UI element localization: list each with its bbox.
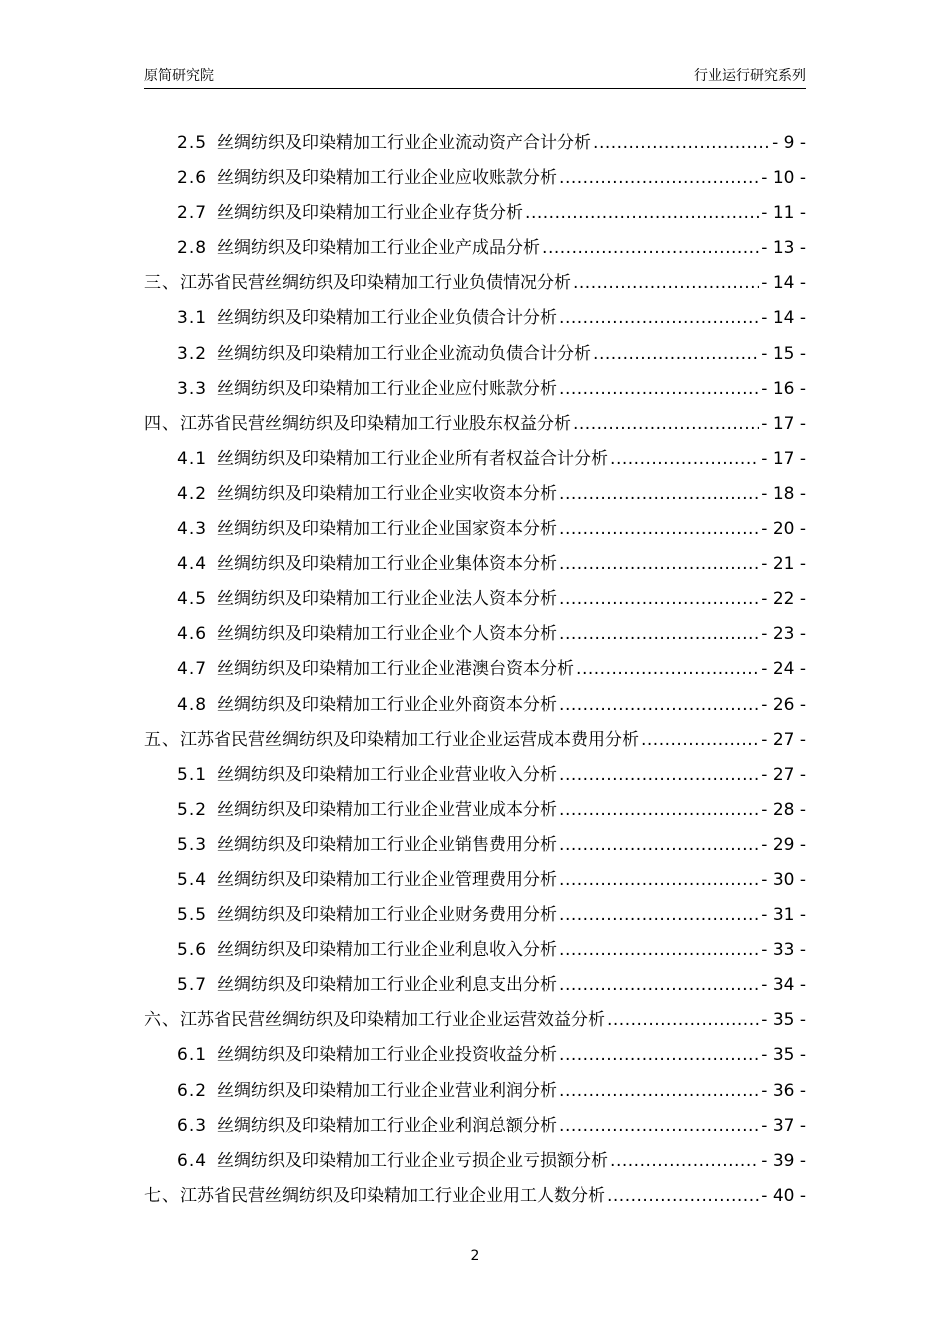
toc-entry-title: 江苏省民营丝绸纺织及印染精加工行业企业用工人数分析 [180, 1185, 605, 1206]
toc-entry-number: 2.8 [177, 238, 208, 259]
toc-entry-page: - 27 - [761, 764, 806, 785]
toc-entry-page: - 34 - [761, 975, 806, 996]
toc-entry-number: 5.5 [177, 905, 208, 926]
toc-entry-number: 四、 [144, 413, 180, 434]
toc-entry-title: 丝绸纺织及印染精加工行业企业利息支出分析 [217, 975, 558, 996]
toc-entry-page: - 33 - [761, 940, 806, 961]
toc-entry-number: 2.7 [177, 203, 208, 224]
toc-entry-title: 江苏省民营丝绸纺织及印染精加工行业负债情况分析 [180, 273, 571, 294]
toc-entry[interactable] [144, 303, 806, 338]
toc-entry-title: 丝绸纺织及印染精加工行业企业财务费用分析 [217, 905, 558, 926]
toc-dot-leader [641, 730, 759, 750]
toc-entry[interactable] [144, 374, 806, 409]
toc-entry-number: 5.7 [177, 975, 208, 996]
toc-entry[interactable] [144, 690, 806, 725]
toc-entry[interactable] [144, 935, 806, 970]
toc-entry-number: 4.4 [177, 554, 208, 575]
toc-dot-leader [559, 835, 759, 855]
toc-entry-number: 4.6 [177, 624, 208, 645]
toc-dot-leader [559, 1045, 759, 1065]
toc-dot-leader [610, 449, 759, 469]
header-series: 行业运行研究系列 [694, 68, 806, 84]
toc-entry-title: 丝绸纺织及印染精加工行业企业流动负债合计分析 [217, 343, 592, 364]
toc-entry-title: 丝绸纺织及印染精加工行业企业利息收入分析 [217, 940, 558, 961]
toc-dot-leader [525, 203, 759, 223]
toc-entry-title: 丝绸纺织及印染精加工行业企业负债合计分析 [217, 308, 558, 329]
toc-entry[interactable] [144, 584, 806, 619]
toc-entry-page: - 9 - [772, 133, 806, 153]
toc-entry-title: 丝绸纺织及印染精加工行业企业流动资产合计分析 [217, 133, 592, 153]
toc-entry-title: 丝绸纺织及印染精加工行业企业法人资本分析 [217, 589, 558, 610]
toc-dot-leader [559, 940, 759, 960]
toc-entry-title: 丝绸纺织及印染精加工行业企业利润总额分析 [217, 1115, 558, 1136]
toc-entry-page: - 20 - [761, 519, 806, 540]
toc-entry-title: 丝绸纺织及印染精加工行业企业亏损企业亏损额分析 [217, 1150, 609, 1171]
toc-entry[interactable] [144, 619, 806, 654]
toc-entry[interactable] [144, 760, 806, 795]
toc-dot-leader [559, 800, 759, 820]
toc-entry-number: 4.3 [177, 519, 208, 540]
toc-entry-page: - 14 - [761, 308, 806, 329]
toc-dot-leader [559, 519, 759, 539]
toc-entry-number: 三、 [144, 273, 180, 294]
toc-entry[interactable] [144, 198, 806, 233]
toc-entry[interactable] [144, 409, 806, 444]
toc-dot-leader [559, 695, 759, 715]
toc-dot-leader [573, 273, 759, 293]
toc-entry-number: 6.2 [177, 1080, 208, 1101]
toc-dot-leader [559, 554, 759, 574]
toc-entry-page: - 24 - [761, 659, 806, 680]
toc-entry[interactable] [144, 479, 806, 514]
toc-entry[interactable] [144, 1181, 806, 1216]
toc-entry-page: - 30 - [761, 869, 806, 890]
toc-dot-leader [559, 905, 759, 925]
toc-entry[interactable] [144, 865, 806, 900]
toc-entry[interactable] [144, 1076, 806, 1111]
toc-dot-leader [559, 379, 759, 399]
toc-entry-page: - 17 - [761, 448, 806, 469]
toc-entry-number: 4.2 [177, 483, 208, 504]
toc-entry[interactable] [144, 444, 806, 479]
toc-dot-leader [593, 133, 770, 153]
toc-entry-title: 丝绸纺织及印染精加工行业企业营业收入分析 [217, 764, 558, 785]
toc-entry-page: - 18 - [761, 483, 806, 504]
toc-entry-title: 江苏省民营丝绸纺织及印染精加工行业企业运营效益分析 [180, 1010, 605, 1031]
toc-entry-number: 4.1 [177, 448, 208, 469]
toc-entry-page: - 26 - [761, 694, 806, 715]
toc-entry[interactable] [144, 725, 806, 760]
toc-entry-number: 六、 [144, 1010, 180, 1031]
toc-entry[interactable] [144, 1111, 806, 1146]
toc-entry-page: - 15 - [761, 343, 806, 364]
toc-entry-page: - 35 - [761, 1045, 806, 1066]
toc-entry-title: 丝绸纺织及印染精加工行业企业个人资本分析 [217, 624, 558, 645]
toc-dot-leader [573, 414, 759, 434]
toc-entry-title: 丝绸纺织及印染精加工行业企业产成品分析 [217, 238, 541, 259]
toc-entry-number: 3.3 [177, 378, 208, 399]
toc-entry-number: 5.1 [177, 764, 208, 785]
toc-entry[interactable] [144, 795, 806, 830]
toc-dot-leader [607, 1186, 759, 1206]
toc-entry-page: - 23 - [761, 624, 806, 645]
toc-entry-page: - 21 - [761, 554, 806, 575]
toc-entry-number: 五、 [144, 729, 180, 750]
toc-entry-number: 5.6 [177, 940, 208, 961]
toc-entry-number: 5.2 [177, 799, 208, 820]
toc-dot-leader [593, 344, 759, 364]
toc-entry-page: - 40 - [761, 1185, 806, 1206]
toc-entry-number: 5.4 [177, 869, 208, 890]
toc-entry-page: - 27 - [761, 729, 806, 750]
toc-entry-number: 4.7 [177, 659, 208, 680]
toc-entry-title: 丝绸纺织及印染精加工行业企业应付账款分析 [217, 378, 558, 399]
toc-entry-number: 6.3 [177, 1115, 208, 1136]
toc-dot-leader [542, 238, 759, 258]
toc-entry-page: - 35 - [761, 1010, 806, 1031]
toc-entry-title: 丝绸纺织及印染精加工行业企业集体资本分析 [217, 554, 558, 575]
toc-entry-title: 丝绸纺织及印染精加工行业企业管理费用分析 [217, 869, 558, 890]
toc-entry-page: - 22 - [761, 589, 806, 610]
toc-dot-leader [559, 975, 759, 995]
toc-entry[interactable] [144, 549, 806, 584]
toc-entry[interactable] [144, 654, 806, 689]
toc-entry-page: - 36 - [761, 1080, 806, 1101]
toc-entry-page: - 11 - [761, 203, 806, 224]
toc-dot-leader [559, 870, 759, 890]
toc-entry-number: 6.4 [177, 1150, 208, 1171]
toc-entry-page: - 39 - [761, 1150, 806, 1171]
toc-entry-page: - 17 - [761, 413, 806, 434]
toc-entry-number: 6.1 [177, 1045, 208, 1066]
toc-entry[interactable] [144, 970, 806, 1005]
toc-dot-leader [610, 1151, 759, 1171]
toc-entry-number: 4.8 [177, 694, 208, 715]
toc-entry-number: 2.5 [177, 133, 208, 153]
toc-entry[interactable] [144, 514, 806, 549]
toc-entry-title: 丝绸纺织及印染精加工行业企业营业利润分析 [217, 1080, 558, 1101]
toc-entry-title: 丝绸纺织及印染精加工行业企业销售费用分析 [217, 834, 558, 855]
toc-entry-page: - 13 - [761, 238, 806, 259]
toc-entry-title: 丝绸纺织及印染精加工行业企业外商资本分析 [217, 694, 558, 715]
toc-entry-title: 丝绸纺织及印染精加工行业企业实收资本分析 [217, 483, 558, 504]
toc-entry-page: - 28 - [761, 799, 806, 820]
header-publisher: 原简研究院 [144, 68, 214, 84]
toc-entry[interactable] [144, 830, 806, 865]
toc-entry[interactable] [144, 339, 806, 374]
toc-dot-leader [559, 484, 759, 504]
toc-entry-title: 丝绸纺织及印染精加工行业企业营业成本分析 [217, 799, 558, 820]
toc-dot-leader [559, 1081, 759, 1101]
toc-entry[interactable] [144, 233, 806, 268]
page-number: 2 [470, 1248, 480, 1264]
toc-dot-leader [559, 624, 759, 644]
toc-entry-number: 5.3 [177, 834, 208, 855]
toc-entry[interactable] [144, 128, 806, 163]
toc-dot-leader [559, 589, 759, 609]
table-of-contents [144, 128, 806, 1216]
toc-entry-title: 江苏省民营丝绸纺织及印染精加工行业股东权益分析 [180, 413, 571, 434]
toc-entry[interactable] [144, 900, 806, 935]
toc-entry-page: - 37 - [761, 1115, 806, 1136]
toc-entry-page: - 10 - [761, 168, 806, 189]
toc-entry[interactable] [144, 1040, 806, 1075]
toc-entry-page: - 14 - [761, 273, 806, 294]
toc-entry-title: 丝绸纺织及印染精加工行业企业存货分析 [217, 203, 524, 224]
toc-entry-title: 丝绸纺织及印染精加工行业企业港澳台资本分析 [217, 659, 575, 680]
toc-entry-page: - 16 - [761, 378, 806, 399]
toc-entry-title: 丝绸纺织及印染精加工行业企业投资收益分析 [217, 1045, 558, 1066]
toc-entry-number: 3.1 [177, 308, 208, 329]
toc-entry-page: - 31 - [761, 905, 806, 926]
toc-entry[interactable] [144, 268, 806, 303]
toc-entry-number: 3.2 [177, 343, 208, 364]
toc-entry-page: - 29 - [761, 834, 806, 855]
toc-dot-leader [607, 1010, 759, 1030]
toc-entry-number: 4.5 [177, 589, 208, 610]
toc-entry-title: 丝绸纺织及印染精加工行业企业应收账款分析 [217, 168, 558, 189]
toc-entry-number: 2.6 [177, 168, 208, 189]
toc-dot-leader [576, 659, 759, 679]
toc-entry-title: 丝绸纺织及印染精加工行业企业所有者权益合计分析 [217, 448, 609, 469]
toc-dot-leader [559, 168, 759, 188]
toc-dot-leader [559, 765, 759, 785]
toc-entry-title: 丝绸纺织及印染精加工行业企业国家资本分析 [217, 519, 558, 540]
toc-entry[interactable] [144, 1005, 806, 1040]
page-header [144, 66, 806, 89]
toc-dot-leader [559, 1116, 759, 1136]
toc-entry-number: 七、 [144, 1185, 180, 1206]
toc-entry-title: 江苏省民营丝绸纺织及印染精加工行业企业运营成本费用分析 [180, 729, 639, 750]
toc-dot-leader [559, 308, 759, 328]
toc-entry[interactable] [144, 1146, 806, 1181]
toc-entry[interactable] [144, 163, 806, 198]
